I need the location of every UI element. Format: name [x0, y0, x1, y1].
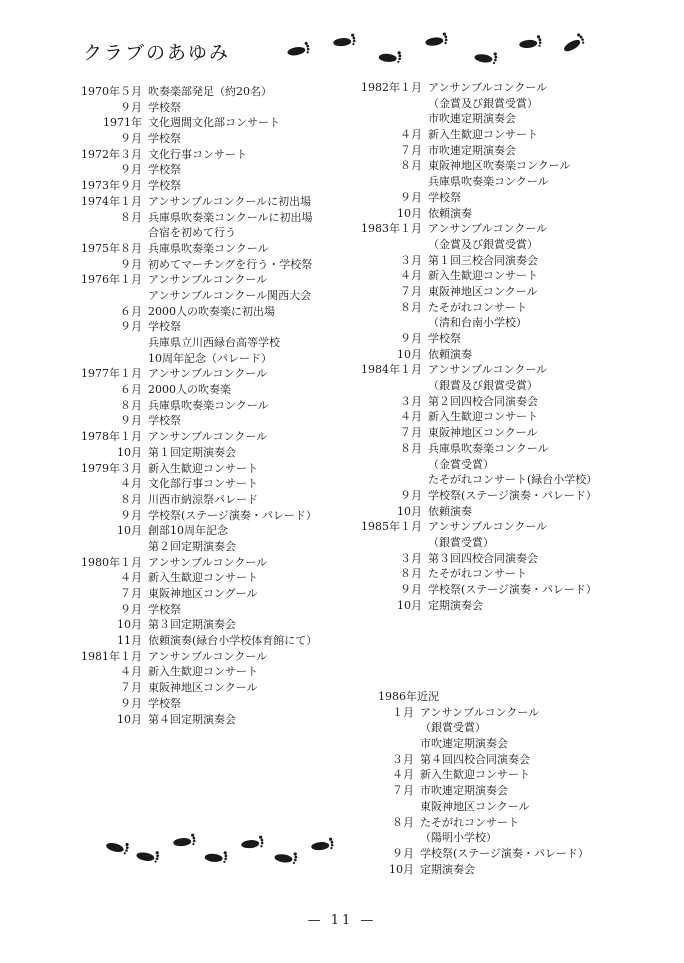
history-entry — [350, 425, 650, 441]
history-entry — [70, 476, 370, 492]
entry-date: ９月 — [400, 583, 422, 596]
entry-date: 1973年９月 — [81, 179, 142, 193]
entry-text: 依頼演奏 — [428, 504, 472, 518]
history-entry — [350, 174, 650, 190]
entry-text: 新入生歓迎コンサート — [148, 571, 258, 585]
entry-text: たそがれコンサート — [428, 567, 527, 581]
entry-text: 10周年記念（パレード） — [148, 351, 272, 365]
history-entry — [350, 535, 650, 551]
history-entry — [350, 253, 650, 269]
entry-text: アンサンブルコンクール — [148, 555, 268, 569]
history-entry — [70, 696, 370, 712]
entry-date: 1972年３月 — [81, 147, 142, 161]
history-entry — [70, 382, 370, 398]
entry-text: アンサンブルコンクール — [428, 81, 548, 94]
history-entry — [350, 551, 650, 567]
entry-date: ９月 — [392, 846, 414, 860]
entry-date: ９月 — [400, 488, 422, 502]
history-entry — [70, 241, 370, 257]
entry-text: アンサンブルコンクール — [428, 520, 548, 534]
history-entry — [70, 445, 370, 461]
entry-text: 依頼演奏 — [428, 347, 472, 361]
history-entry — [70, 664, 370, 680]
entry-date: ７月 — [120, 587, 142, 600]
entry-text: アンサンブルコンクール — [148, 367, 268, 381]
history-entry — [370, 705, 670, 721]
entry-text: アンサンブルコンクール — [420, 705, 540, 719]
history-entry — [70, 351, 370, 367]
entry-date: ４月 — [400, 128, 422, 142]
history-entry — [70, 508, 370, 524]
history-entry — [70, 178, 370, 194]
entry-date: ７月 — [400, 284, 422, 298]
history-entry — [350, 582, 650, 598]
history-entry — [70, 602, 370, 618]
entry-date: 1985年１月 — [361, 520, 422, 534]
history-entry — [350, 378, 650, 394]
history-entry — [70, 194, 370, 210]
entry-text: 東阪神地区コングール — [148, 587, 258, 600]
history-entry — [370, 752, 670, 768]
entry-text: 兵庫県立川西緑台高等学校 — [148, 336, 280, 349]
history-entry — [350, 409, 650, 425]
entry-date: ８月 — [400, 567, 422, 581]
entry-date: ７月 — [400, 143, 422, 157]
entry-text: 初めてマーチングを行う・学校祭 — [148, 257, 313, 271]
history-entry — [350, 472, 650, 488]
entry-text: 文化週間文化部コンサート — [148, 116, 280, 130]
history-entry — [70, 147, 370, 163]
entry-date: 1971年 — [103, 116, 142, 130]
history-entry — [350, 362, 650, 378]
entry-text: 東阪神地区コンクール — [148, 681, 258, 695]
entry-text: 第４回四校合同演奏会 — [420, 752, 530, 766]
history-entry — [70, 555, 370, 571]
history-column-right — [350, 80, 650, 613]
history-entry — [70, 523, 370, 539]
entry-text: 学校祭 — [428, 332, 461, 345]
entry-text: 市吹連定期演奏会 — [428, 143, 516, 157]
entry-date: ７月 — [400, 426, 422, 440]
history-entry — [370, 783, 670, 799]
entry-date: 1979年３月 — [81, 461, 142, 475]
entry-text: アンサンブルコンクール — [148, 430, 268, 444]
history-entry — [70, 413, 370, 429]
entry-date: １月 — [392, 705, 414, 719]
entry-date: ８月 — [120, 398, 142, 412]
entry-text: 新入生歓迎コンサート — [148, 665, 258, 679]
entry-date: ８月 — [120, 492, 142, 506]
history-entry — [350, 284, 650, 300]
history-entry — [70, 131, 370, 147]
entry-text: 第３回定期演奏会 — [148, 618, 236, 632]
entry-text: 東阪神地区コンクール — [428, 284, 538, 298]
footprints-icon — [100, 830, 370, 875]
entry-date: 1970年５月 — [81, 85, 142, 98]
entry-text: （金賞及び銀賞受賞） — [428, 237, 538, 251]
entry-date: ９月 — [400, 190, 422, 204]
entry-date: ６月 — [120, 383, 142, 397]
entry-text: 第３回四校合同演奏会 — [428, 551, 538, 565]
entry-date: 1975年８月 — [81, 241, 142, 255]
history-entry — [370, 846, 670, 862]
entry-text: アンサンブルコンクールに初出場 — [148, 194, 312, 208]
entry-date: 10月 — [117, 524, 142, 538]
entry-date: ４月 — [120, 665, 142, 679]
entry-text: 新入生歓迎コンサート — [420, 768, 530, 782]
entry-text: 新入生歓迎コンサート — [148, 461, 258, 475]
entry-text: アンサンブルコンクール — [148, 649, 268, 663]
entry-date: 1984年１月 — [361, 363, 422, 377]
entry-date: ８月 — [400, 441, 422, 455]
entry-text: （銀賞受賞） — [420, 721, 486, 735]
history-entry — [370, 720, 670, 736]
history-entry — [350, 504, 650, 520]
entry-date: 10月 — [397, 504, 422, 518]
entry-text: 学校祭(ステージ演奏・パレード） — [428, 583, 597, 596]
entry-date: 1983年１月 — [361, 222, 422, 236]
entry-text: 学校祭 — [148, 163, 181, 177]
entry-date: ９月 — [120, 132, 142, 146]
entry-date: 1982年１月 — [361, 81, 422, 94]
history-entry — [350, 268, 650, 284]
entry-date: 10月 — [117, 712, 142, 726]
history-entry — [70, 304, 370, 320]
entry-text: 川西市納涼祭パレード — [148, 492, 258, 506]
entry-text: （金賞受賞） — [428, 457, 494, 471]
history-entry — [370, 862, 670, 878]
history-entry — [70, 461, 370, 477]
entry-text: アンサンブルコンクール — [148, 273, 268, 287]
entry-text: 学校祭 — [148, 696, 181, 710]
entry-date: ８月 — [120, 210, 142, 224]
history-entry — [70, 319, 370, 335]
entry-date: ９月 — [120, 602, 142, 616]
history-entry — [70, 84, 370, 100]
history-entry — [70, 492, 370, 508]
history-entry — [350, 206, 650, 222]
entry-text: 市吹連定期演奏会 — [428, 112, 516, 126]
entry-date: ３月 — [400, 253, 422, 267]
history-entry — [350, 221, 650, 237]
history-entry — [350, 143, 650, 159]
entry-date: ９月 — [120, 696, 142, 710]
entry-text: 学校祭 — [428, 190, 461, 204]
entry-text: たそがれコンサート — [428, 300, 527, 314]
history-entry — [70, 272, 370, 288]
entry-text: 2000人の吹奏楽に初出場 — [148, 304, 275, 318]
entry-text: 創部10周年記念 — [148, 524, 228, 538]
entry-text: アンサンブルコンクール — [428, 222, 548, 236]
entry-date: ７月 — [392, 784, 414, 798]
entry-date: ８月 — [392, 815, 414, 829]
entry-text: 学校祭(ステージ演奏・パレード） — [428, 488, 597, 502]
history-entry — [70, 429, 370, 445]
entry-text: 学校祭(ステージ演奏・パレード） — [148, 508, 317, 522]
entry-date: ３月 — [400, 551, 422, 565]
entry-date: 1974年１月 — [81, 194, 142, 208]
entry-text: 学校祭 — [148, 179, 181, 193]
entry-date: ９月 — [120, 414, 142, 428]
entry-text: 第２回四校合同演奏会 — [428, 394, 538, 408]
entry-text: 新入生歓迎コンサート — [428, 410, 538, 424]
history-entry — [350, 80, 650, 96]
history-entry — [70, 257, 370, 273]
entry-text: 学校祭 — [148, 100, 181, 114]
entry-text: アンサンブルコンクール関西大会 — [148, 288, 312, 302]
entry-text: アンサンブルコンクール — [428, 363, 548, 377]
history-entry — [70, 115, 370, 131]
history-entry — [370, 830, 670, 846]
entry-text: 第１回三校合同演奏会 — [428, 253, 538, 267]
entry-text: 学校祭 — [148, 132, 181, 146]
history-entry — [350, 237, 650, 253]
history-entry — [350, 300, 650, 316]
entry-text: （銀賞受賞） — [428, 535, 494, 549]
entry-text: （金賞及び銀賞受賞） — [428, 96, 538, 110]
entry-text: 兵庫県吹奏楽コンクール — [148, 241, 269, 255]
entry-text: （銀賞及び銀賞受賞） — [428, 379, 538, 393]
history-entry — [70, 617, 370, 633]
entry-text: たそがれコンサート — [420, 815, 519, 829]
recent-1986-section — [370, 689, 670, 877]
history-entry — [350, 394, 650, 410]
history-entry — [70, 288, 370, 304]
history-entry — [350, 457, 650, 473]
history-entry — [350, 111, 650, 127]
history-entry — [70, 649, 370, 665]
history-entry — [350, 158, 650, 174]
entry-text: 市吹連定期演奏会 — [420, 737, 508, 751]
history-entry — [70, 680, 370, 696]
page-number: — 11 — — [307, 913, 377, 928]
entry-date: ９月 — [120, 320, 142, 334]
history-entry — [370, 815, 670, 831]
entry-date: 1981年１月 — [81, 649, 142, 663]
entry-text: 兵庫県吹奏楽コンクールに初出場 — [148, 210, 313, 224]
entry-text: 定期演奏会 — [420, 862, 475, 876]
history-entry — [350, 331, 650, 347]
entry-date: ４月 — [392, 768, 414, 782]
entry-date: ４月 — [120, 477, 142, 491]
history-entry — [350, 127, 650, 143]
entry-date: ４月 — [120, 571, 142, 585]
entry-date: ９月 — [120, 100, 142, 114]
page-title: クラブのあゆみ — [83, 42, 231, 64]
history-entry — [350, 96, 650, 112]
entry-date: 10月 — [117, 445, 142, 459]
history-entry — [350, 519, 650, 535]
entry-date: ６月 — [120, 304, 142, 318]
entry-date: 11月 — [117, 634, 142, 648]
history-entry — [70, 210, 370, 226]
entry-date: 10月 — [397, 598, 422, 612]
history-entry — [350, 441, 650, 457]
history-entry — [70, 100, 370, 116]
entry-date: ３月 — [400, 394, 422, 408]
history-entry — [350, 598, 650, 614]
history-entry — [70, 539, 370, 555]
entry-text: 東阪神地区コンクール — [428, 426, 538, 440]
entry-text: 依頼演奏 — [428, 206, 472, 220]
recent-heading: 1986年近況 — [378, 690, 439, 703]
history-entry — [70, 398, 370, 414]
entry-text: （陽明小学校） — [420, 831, 497, 845]
entry-text: 学校祭 — [148, 320, 181, 334]
entry-text: 東阪神地区コンクール — [420, 799, 530, 813]
entry-date: 10月 — [397, 206, 422, 220]
history-entry — [70, 570, 370, 586]
history-entry — [370, 767, 670, 783]
history-entry — [350, 347, 650, 363]
entry-date: ９月 — [120, 163, 142, 177]
entry-date: ９月 — [120, 508, 142, 522]
entry-date: ４月 — [400, 410, 422, 424]
history-entry — [70, 586, 370, 602]
entry-text: 第２回定期演奏会 — [148, 539, 236, 553]
entry-text: 文化部行事コンサート — [148, 477, 258, 491]
entry-date: ７月 — [120, 681, 142, 695]
entry-text: 兵庫県吹奏楽コンクール — [428, 441, 549, 455]
entry-date: ８月 — [400, 300, 422, 314]
entry-date: 10月 — [117, 618, 142, 632]
entry-text: 学校祭 — [148, 414, 181, 428]
entry-date: ４月 — [400, 269, 422, 283]
entry-date: 1976年１月 — [81, 273, 142, 287]
entry-text: 吹奏楽部発足（約20名） — [148, 85, 272, 98]
entry-date: 1980年１月 — [81, 555, 142, 569]
entry-date: 1977年１月 — [81, 367, 142, 381]
entry-text: 新入生歓迎コンサート — [428, 269, 538, 283]
history-entry — [70, 712, 370, 728]
entry-text: 合宿を初めて行う — [148, 226, 236, 240]
history-entry — [70, 225, 370, 241]
history-entry — [70, 162, 370, 178]
history-entry — [370, 799, 670, 815]
entry-text: 2000人の吹奏楽 — [148, 383, 231, 397]
entry-text: 第１回定期演奏会 — [148, 445, 236, 459]
history-entry — [70, 366, 370, 382]
history-entry — [370, 736, 670, 752]
history-entry — [70, 335, 370, 351]
history-entry — [70, 633, 370, 649]
entry-text: 東阪神地区吹奏楽コンクール — [428, 159, 571, 173]
entry-text: 学校祭 — [148, 602, 181, 616]
entry-text: 定期演奏会 — [428, 598, 483, 612]
history-column-left — [70, 84, 370, 727]
history-entry — [350, 190, 650, 206]
entry-date: ３月 — [392, 752, 414, 766]
entry-text: 兵庫県吹奏楽コンクール — [148, 398, 269, 412]
entry-date: 10月 — [389, 862, 414, 876]
entry-date: 1978年１月 — [81, 430, 142, 444]
entry-text: 文化行事コンサート — [148, 147, 247, 161]
history-entry — [350, 566, 650, 582]
history-entry — [350, 488, 650, 504]
entry-date: ９月 — [120, 257, 142, 271]
footprints-icon — [278, 28, 598, 68]
entry-date: 10月 — [397, 347, 422, 361]
history-entry — [350, 315, 650, 331]
entry-date: ９月 — [400, 332, 422, 345]
entry-text: たそがれコンサート(緑台小学校） — [428, 473, 598, 487]
entry-date: ８月 — [400, 159, 422, 173]
entry-text: 依頼演奏(緑台小学校体育館にて） — [148, 634, 318, 648]
entry-text: 学校祭(ステージ演奏・パレード） — [420, 846, 589, 860]
entry-text: 市吹連定期演奏会 — [420, 784, 508, 798]
entry-text: （清和台南小学校） — [428, 316, 527, 330]
entry-text: 第４回定期演奏会 — [148, 712, 236, 726]
entry-text: 新入生歓迎コンサート — [428, 128, 538, 142]
entry-text: 兵庫県吹奏楽コンクール — [428, 175, 549, 189]
